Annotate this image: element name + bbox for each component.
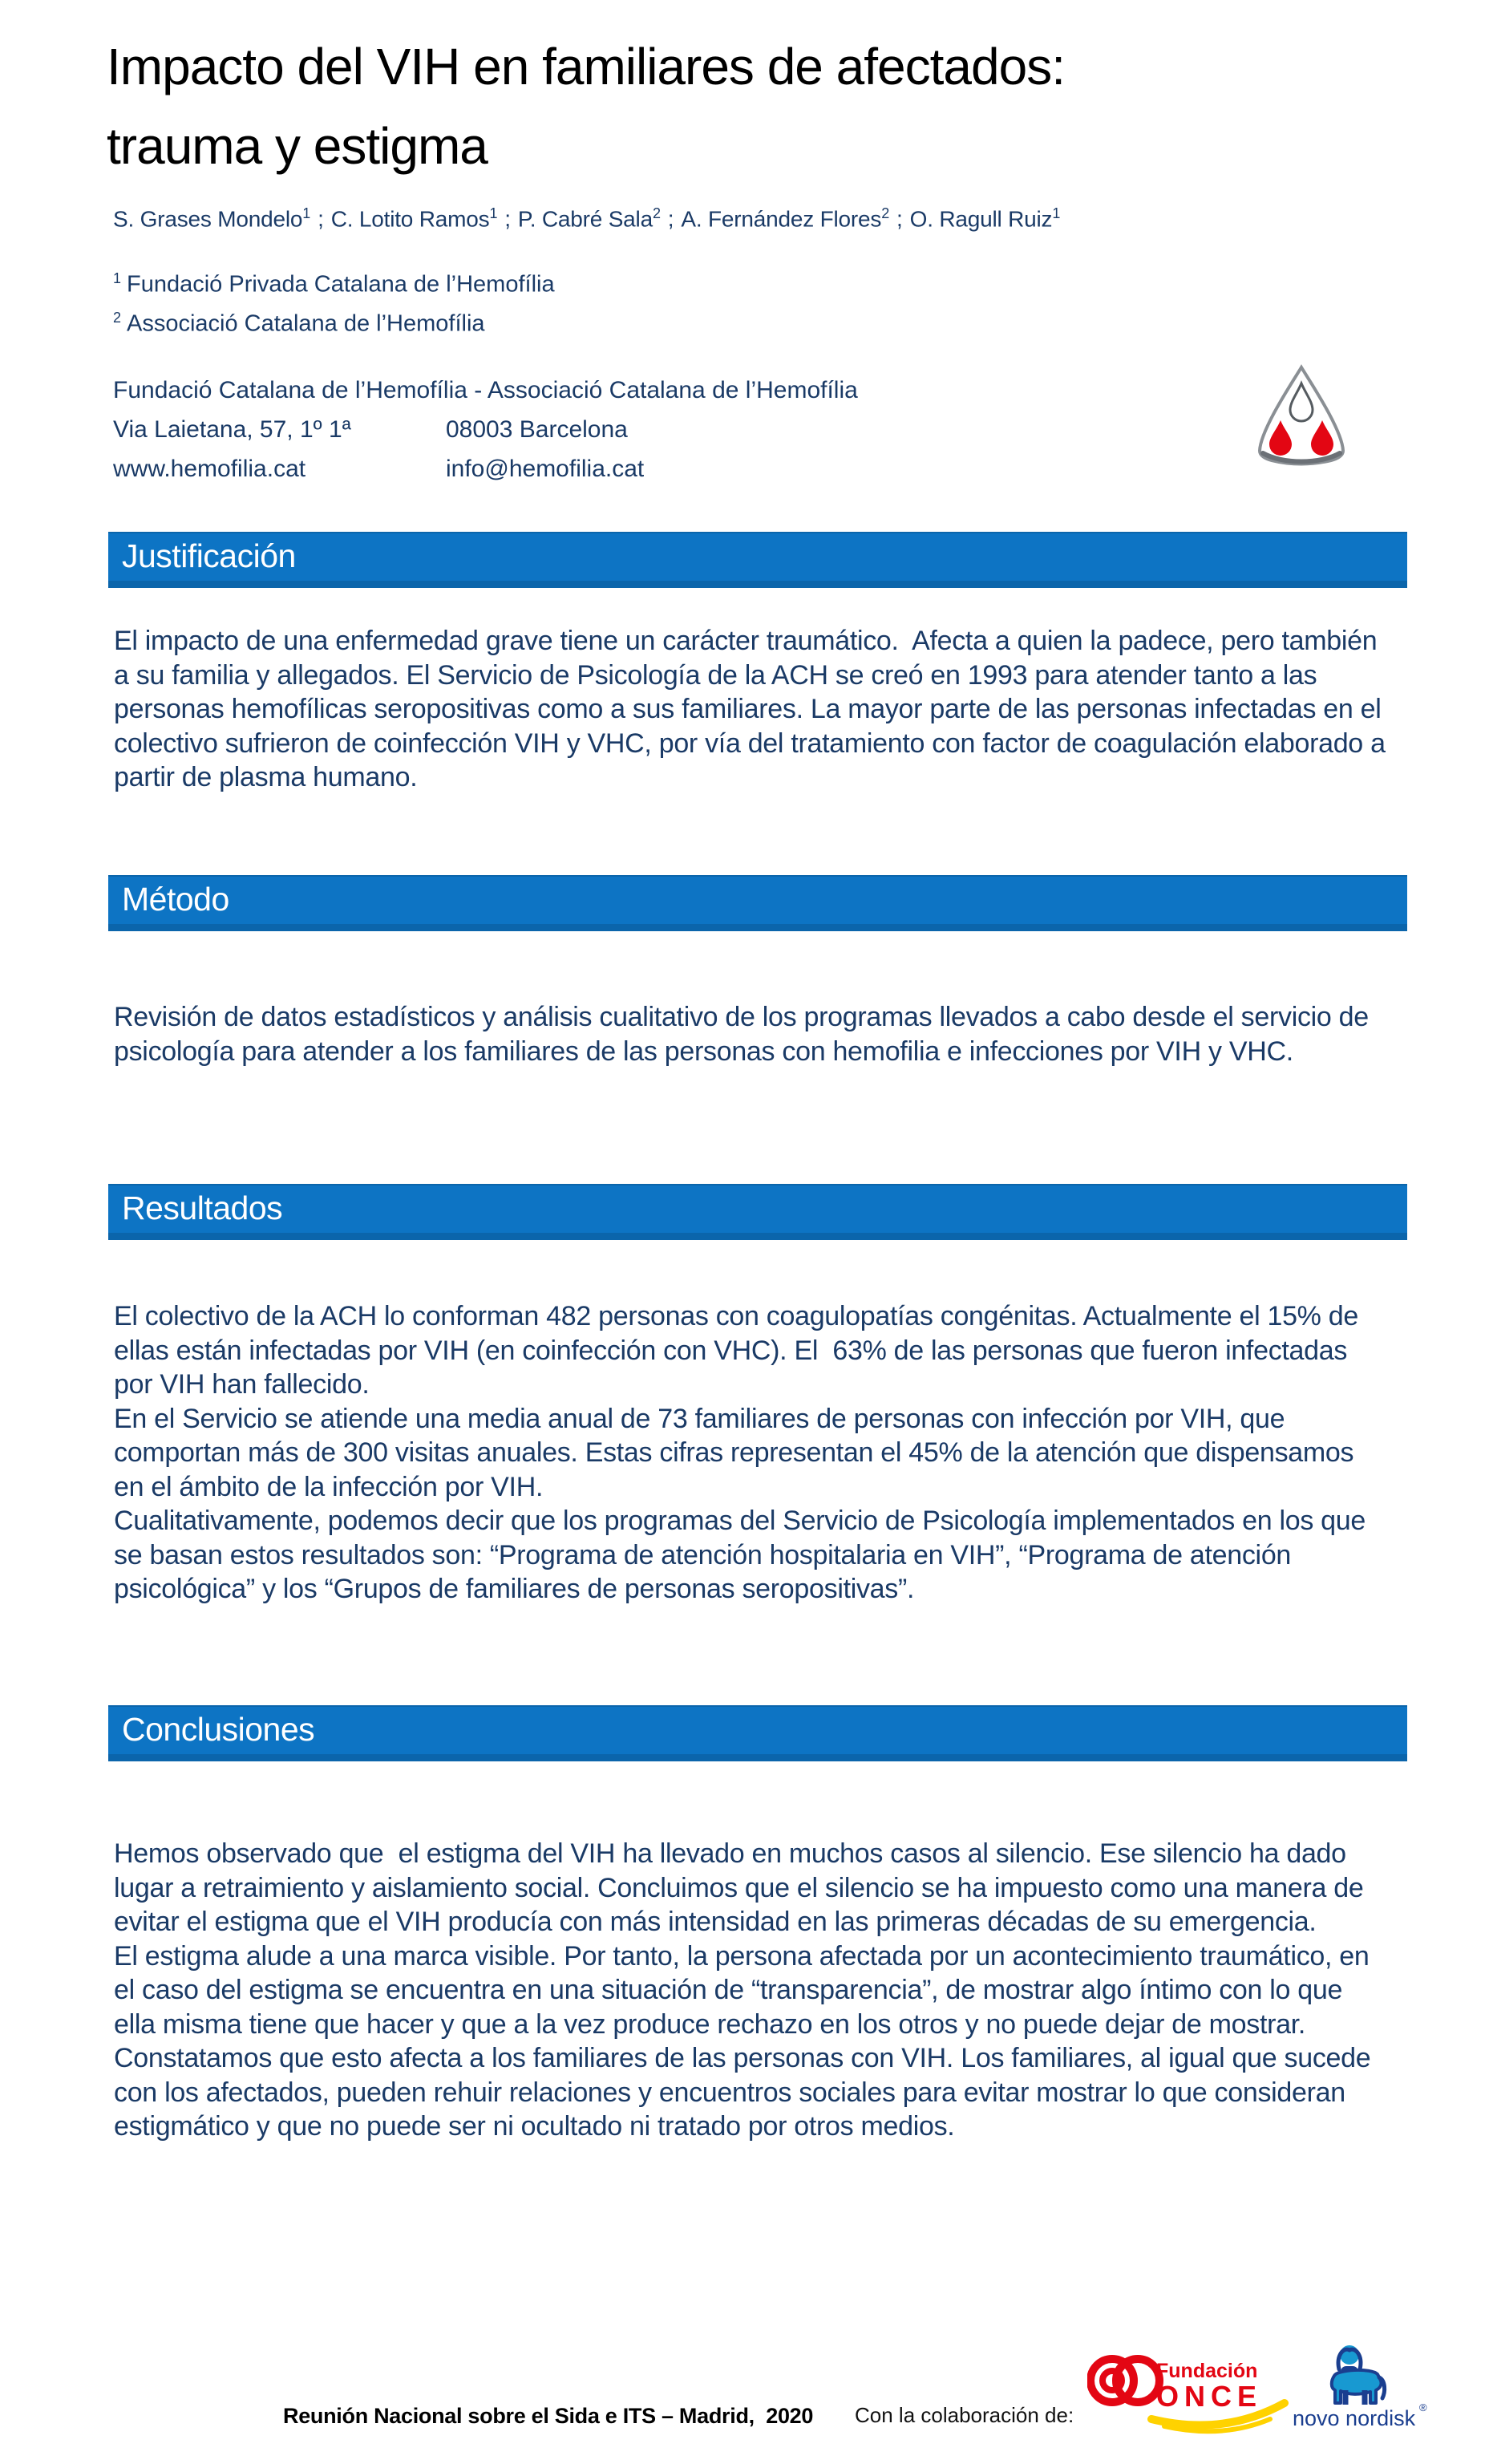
interlocked-red-rings-icon [1087, 2345, 1289, 2440]
affiliation-2-text: Associació Catalana de l’Hemofília [127, 310, 485, 337]
author-name: S. Grases Mondelo [113, 206, 303, 232]
postal-city: 08003 Barcelona [446, 416, 628, 443]
email-address: info@hemofilia.cat [446, 456, 645, 482]
paragraph: El impacto de una enfermedad grave tiene un carácter traumático. Afecta a quien la padece, pero también a su familia y allegados. El Servicio de Psicología de la ACH se creó en 1993 para atender tanto a las personas hemofílicas seropositivas como a sus familiares. La mayor parte de las personas infectadas en el colectivo sufrieron de coinfección VIH y VHC, por vía del tratamiento con factor de coagulación elaborado a partir de plasma humano. [114, 626, 1393, 792]
web-line [113, 449, 858, 488]
conference-line: Reunión Nacional sobre el Sida e ITS – Madrid, 2020 [283, 2404, 814, 2428]
poster-title [107, 27, 1065, 186]
poster-title-line2: trauma y estigma [107, 117, 488, 175]
address-line [113, 410, 858, 449]
fundacion-once-logo [1087, 2345, 1289, 2444]
author-name: A. Fernández Flores [681, 206, 882, 232]
affiliations [113, 262, 555, 340]
novo-nordisk-logo [1281, 2342, 1442, 2436]
section-body-conclusiones [114, 1837, 1389, 2144]
author-affiliation-ref: 2 [652, 205, 661, 221]
organization-names: Fundació Catalana de l’Hemofília - Associació Catalana de l’Hemofília [113, 377, 858, 403]
collaboration-label: Con la colaboración de: [855, 2403, 1074, 2427]
paragraph: El estigma alude a una marca visible. Por tanto, la persona afectada por un acontecimiento traumático, en el caso del estigma se encuentra en una situación de “transparencia”, de mostrar algo íntimo con lo que ella misma tiene que hacer y que a la vez produce rechazo en los otros y no puede dejar de mostrar. Constatamos que esto afecta a los familiares de las personas con VIH. Los familiares, al igual que sucede con los afectados, pueden rehuir relaciones y encuentros sociales para evitar mostrar lo que consideran estigmático y que no puede ser ni ocultado ni tratado por otros medios. [114, 1940, 1378, 2142]
registered-mark: ® [1419, 2401, 1427, 2413]
author-name: O. Ragull Ruiz [909, 206, 1053, 232]
poster-title-line1: Impacto del VIH en familiares de afectados: [107, 38, 1065, 95]
section-title: Resultados [122, 1189, 283, 1226]
street-address: Via Laietana, 57, 1º 1ª [113, 416, 351, 443]
section-body-metodo [114, 1000, 1389, 1068]
section-title: Método [122, 881, 229, 918]
website-url: www.hemofilia.cat [113, 456, 306, 482]
section-body-resultados [114, 1299, 1389, 1607]
ach-drop-logo [1241, 361, 1362, 485]
affiliation-1-sup: 1 [113, 270, 122, 286]
affiliation-2 [113, 302, 555, 341]
section-title: Conclusiones [122, 1711, 315, 1748]
affiliation-2-sup: 2 [113, 309, 122, 326]
contact-block [113, 371, 858, 488]
author-name: P. Cabré Sala [517, 206, 653, 232]
paragraph: Revisión de datos estadísticos y análisis cualitativo de los programas llevados a cabo desde el servicio de psicología para atender a los familiares de las personas con hemofilia e infecciones por VIH y VHC. [114, 1002, 1377, 1067]
blood-drop-triangle-icon [1241, 361, 1362, 481]
section-title: Justificación [122, 537, 296, 574]
apis-bull-figure [1332, 2345, 1385, 2405]
affiliation-1 [113, 262, 555, 302]
author-affiliation-ref: 1 [302, 205, 311, 221]
paragraph: Cualitativamente, podemos decir que los programas del Servicio de Psicología implementados en los que se basan estos resultados son: “Programa de atención hospitalaria en VIH”, “Programa de atención psicológica” y los “Grupos de familiares de personas seropositivas”. [114, 1506, 1374, 1604]
author-name: C. Lotito Ramos [330, 206, 490, 232]
section-header-justificacion [108, 532, 1407, 588]
authors-line [113, 205, 1060, 232]
novo-nordisk-wordmark: novo nordisk [1293, 2406, 1416, 2430]
once-logo-line2: ONCE [1156, 2380, 1263, 2413]
author-separator: ; [896, 206, 903, 232]
once-logo-line1: Fundación [1156, 2360, 1258, 2382]
author-separator: ; [667, 206, 674, 232]
author-separator: ; [318, 206, 324, 232]
author-affiliation-ref: 1 [489, 205, 498, 221]
author-separator: ; [504, 206, 511, 232]
author-affiliation-ref: 1 [1052, 205, 1061, 221]
affiliation-1-text: Fundació Privada Catalana de l’Hemofília [127, 271, 555, 298]
apis-bull-icon [1281, 2342, 1442, 2432]
section-header-resultados [108, 1184, 1407, 1240]
section-header-conclusiones [108, 1705, 1407, 1761]
paragraph: El colectivo de la ACH lo conforman 482 personas con coagulopatías congénitas. Actualmente el 15% de ellas están infectadas por VIH (en coinfección con VHC). El 63% de las personas que fueron infectadas por VIH han fallecido. [114, 1301, 1366, 1400]
section-body-justificacion [114, 624, 1393, 795]
organization-line [113, 371, 858, 410]
section-header-metodo [108, 875, 1407, 931]
paragraph: En el Servicio se atiende una media anual de 73 familiares de personas con infección por VIH, que comportan más de 300 visitas anuales. Estas cifras representan el 45% de la atención que dispensamos en el ámbito de la infección por VIH. [114, 1403, 1362, 1502]
author-affiliation-ref: 2 [881, 205, 890, 221]
paragraph: Hemos observado que el estigma del VIH ha llevado en muchos casos al silencio. Ese silencio ha dado lugar a retraimiento y aislamiento social. Concluimos que el silencio se ha impuesto como una manera de evitar el estigma que el VIH producía con más intensidad en las primeras décadas de su emergencia. [114, 1838, 1371, 1937]
